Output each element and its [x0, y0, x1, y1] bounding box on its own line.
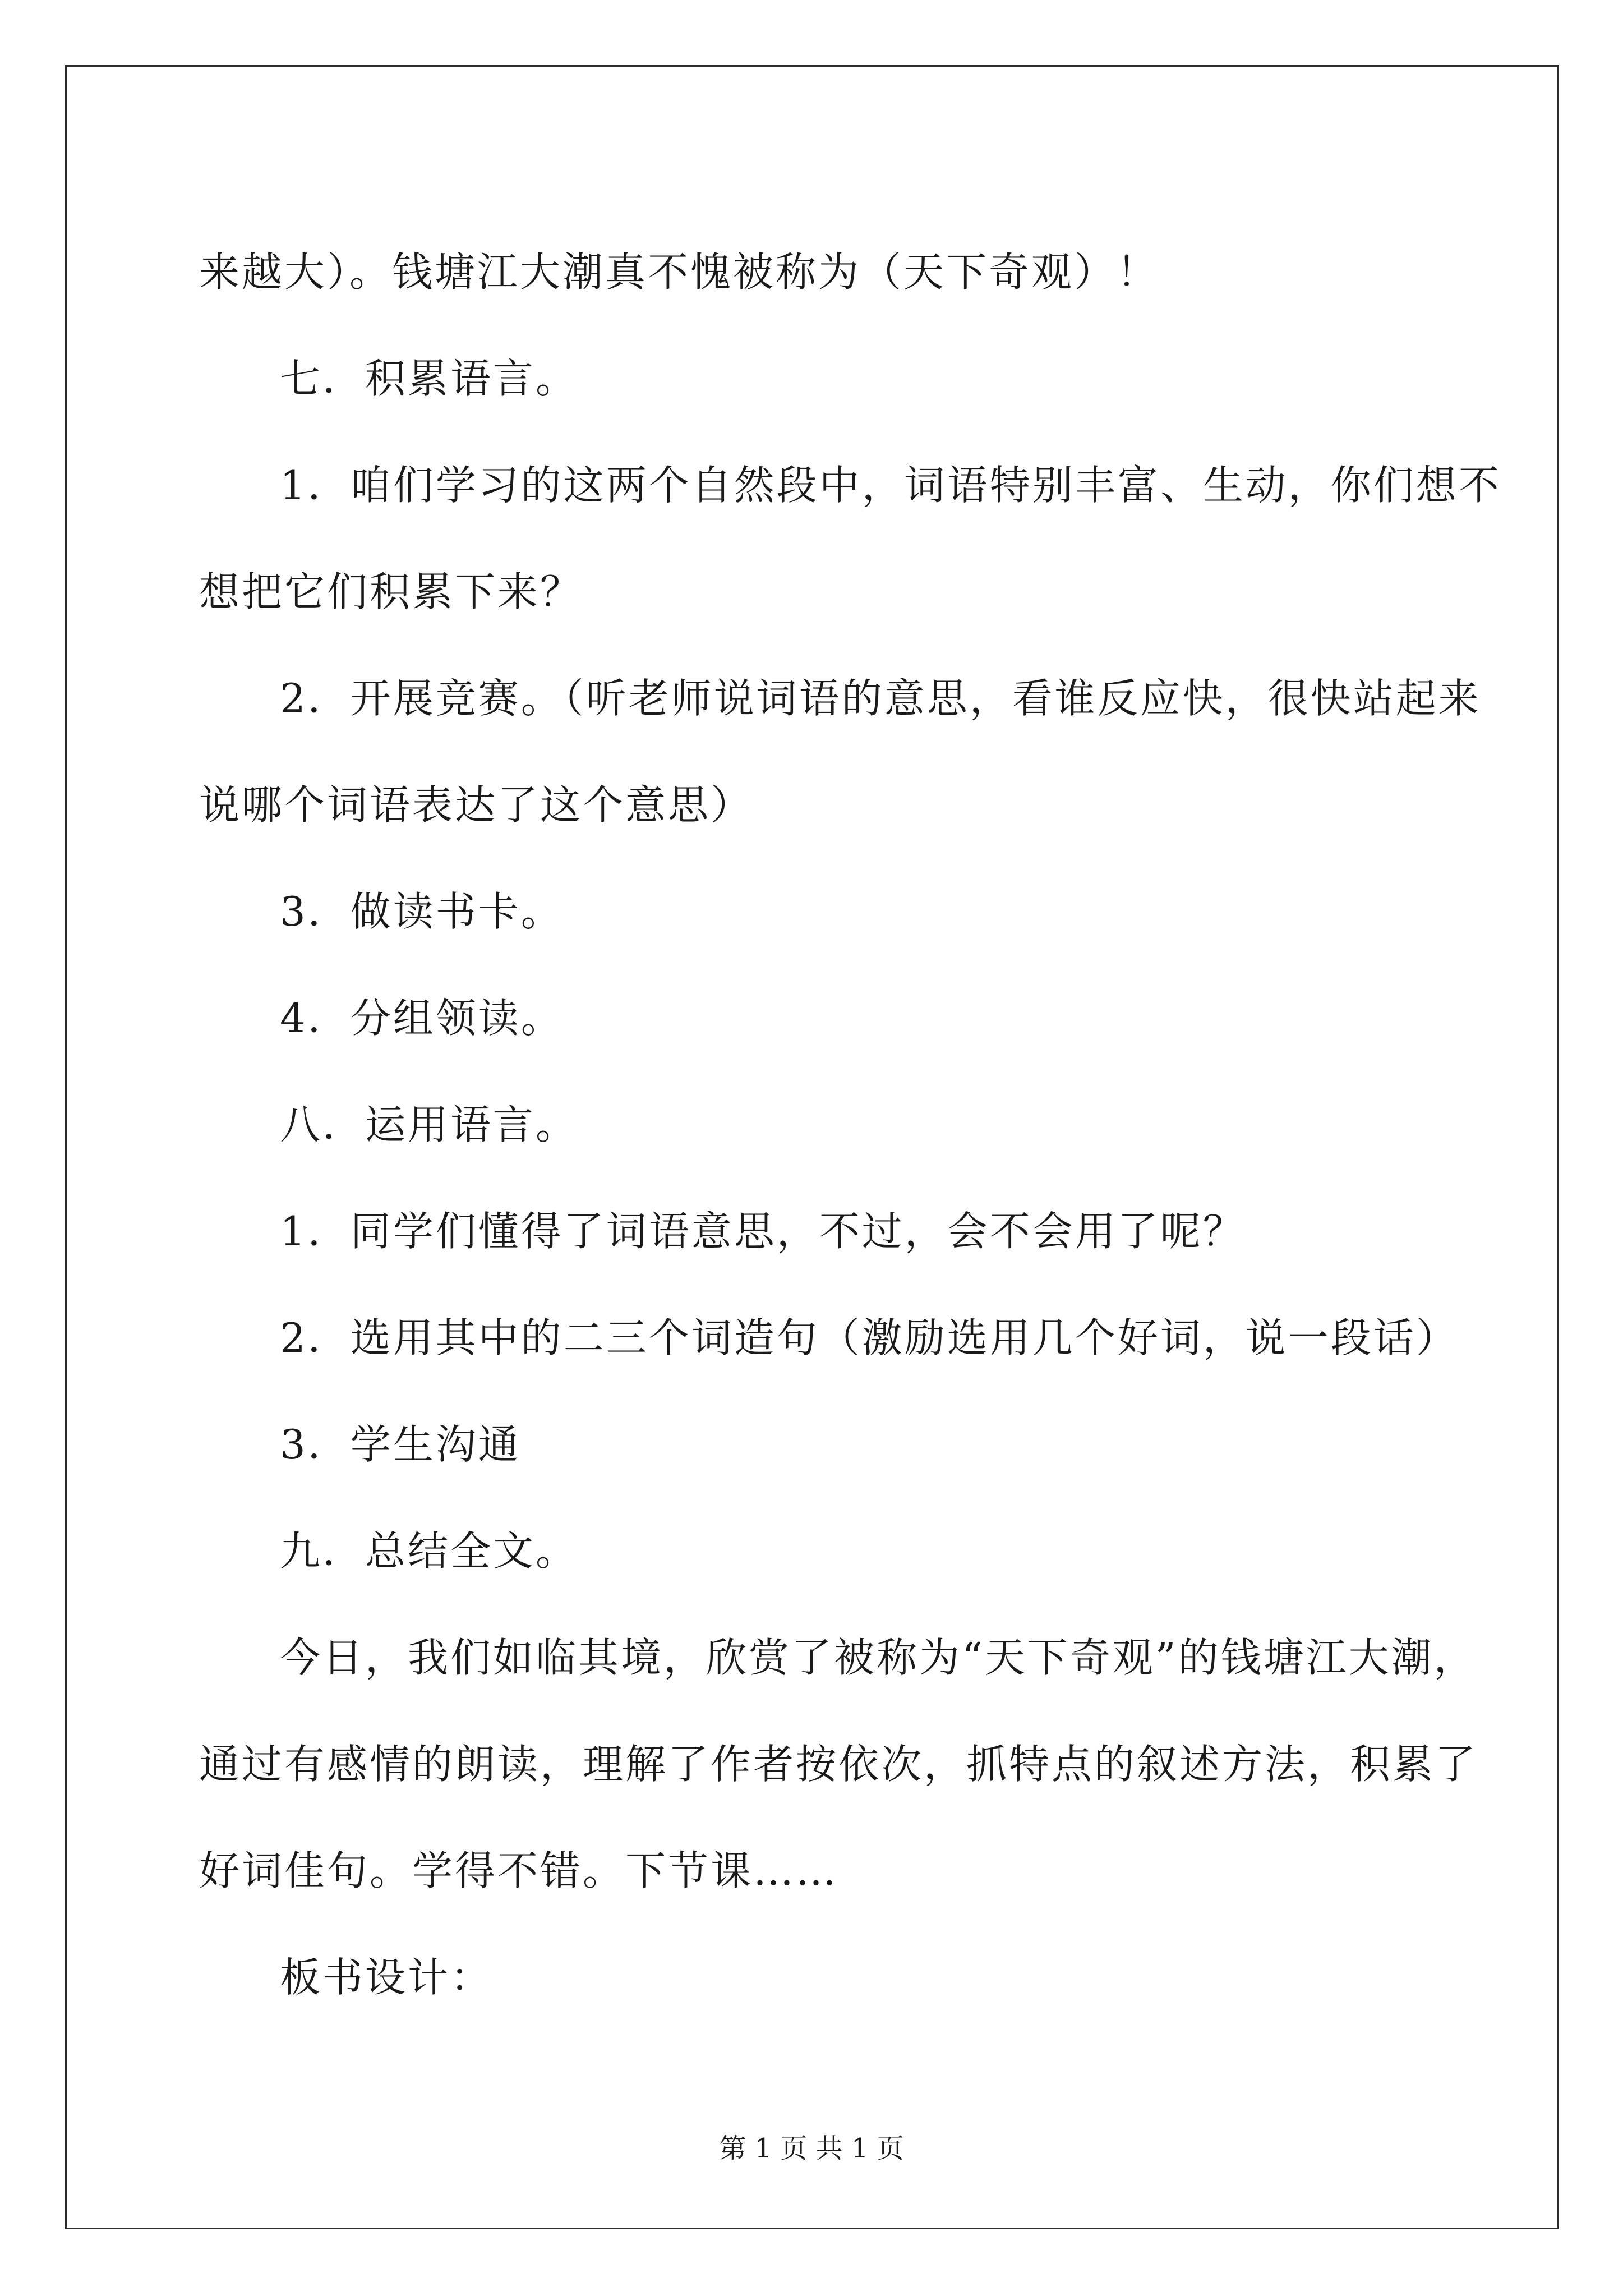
text-line: 1．同学们懂得了词语意思，不过，会不会用了呢？ — [280, 1208, 1246, 1255]
text-line: 来越大）。钱塘江大潮真不愧被称为（天下奇观）！ — [199, 249, 1160, 296]
heading-summary: 九．总结全文。 — [280, 1527, 579, 1575]
text-line: 1．咱们学习的这两个自然段中，词语特别丰富、生动，你们想不 — [280, 462, 1501, 509]
text-line: 2．选用其中的二三个词造句（激励选用几个好词，说一段话） — [280, 1314, 1459, 1361]
text-line: 好词佳句。学得不错。下节课…… — [199, 1847, 839, 1894]
text-line: 3．做读书卡。 — [280, 888, 564, 935]
text-line: 想把它们积累下来？ — [199, 568, 583, 615]
page-number: 第 1 页 共 1 页 — [719, 2133, 904, 2164]
text-line: 2．开展竞赛。（听老师说词语的意思，看谁反应快，很快站起来 — [280, 675, 1481, 722]
text-line: 3．学生沟通 — [280, 1421, 521, 1468]
text-line: 说哪个词语表达了这个意思） — [199, 781, 754, 829]
text-line: 4．分组领读。 — [280, 995, 564, 1042]
heading-use-language: 八．运用语言。 — [280, 1101, 579, 1148]
heading-board-design: 板书设计： — [280, 1954, 494, 2001]
text-line: 今日，我们如临其境，欣赏了被称为“天下奇观”的钱塘江大潮， — [280, 1634, 1477, 1681]
text-line: 通过有感情的朗读，理解了作者按依次，抓特点的叙述方法，积累了 — [199, 1741, 1478, 1788]
document-body — [199, 219, 1501, 2031]
heading-accumulate-language: 七．积累语言。 — [280, 355, 579, 402]
